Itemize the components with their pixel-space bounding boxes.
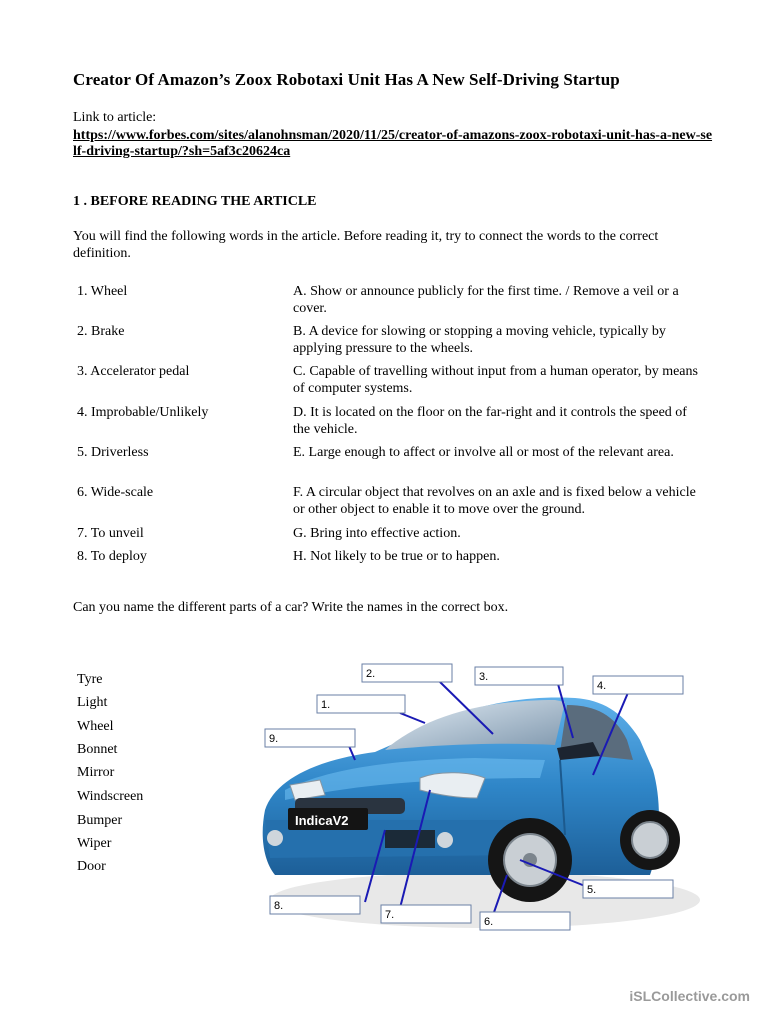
section-heading: 1 . BEFORE READING THE ARTICLE [73, 194, 317, 209]
label-1: 1. [321, 699, 331, 711]
label-box-3 [475, 667, 563, 685]
watermark: iSLCollective.com [629, 988, 750, 1004]
match-word: 4. Improbable/Unlikely [77, 405, 209, 420]
match-word: 3. Accelerator pedal [77, 364, 190, 379]
label-box-6 [480, 912, 570, 930]
car-diagram [255, 660, 700, 950]
part-word: Windscreen [77, 789, 144, 804]
match-word: 6. Wide-scale [77, 485, 154, 500]
match-word: 2. Brake [77, 324, 125, 339]
match-definition: B. A device for slowing or stopping a moving vehicle, typically by applying pressure to the wheels. [293, 324, 666, 356]
part-word: Wheel [77, 719, 114, 734]
part-word: Mirror [77, 765, 115, 780]
label-box-2 [362, 664, 452, 682]
match-word: 8. To deploy [77, 549, 147, 564]
part-word: Wiper [77, 836, 112, 851]
label-box-9 [265, 729, 355, 747]
match-word: 5. Driverless [77, 445, 149, 460]
label-3: 3. [479, 671, 489, 683]
label-box-8 [270, 896, 360, 914]
match-definition: D. It is located on the floor on the far-right and it controls the speed of the vehicle. [293, 405, 687, 437]
label-box-5 [583, 880, 673, 898]
match-word: 7. To unveil [77, 526, 144, 541]
match-definition: F. A circular object that revolves on an axle and is fixed below a vehicle or other object to enable it to move over the ground. [293, 485, 696, 517]
label-box-4 [593, 676, 683, 694]
label-7: 7. [385, 909, 395, 921]
match-definition: C. Capable of travelling without input from a human operator, by means of computer systems. [293, 364, 698, 396]
match-definition: G. Bring into effective action. [293, 526, 461, 541]
part-word: Bumper [77, 813, 123, 828]
label-2: 2. [366, 668, 376, 680]
part-word: Tyre [77, 672, 103, 687]
instructions: You will find the following words in the article. Before reading it, try to connect the words to the correct definition. [73, 229, 659, 261]
match-definition: H. Not likely to be true or to happen. [293, 549, 500, 564]
match-definition: E. Large enough to affect or involve all or most of the relevant area. [293, 445, 674, 460]
link-label: Link to article: [73, 110, 157, 125]
page-title: Creator Of Amazon’s Zoox Robotaxi Unit Has A New Self-Driving Startup [73, 70, 620, 89]
label-5: 5. [587, 884, 597, 896]
article-link[interactable]: https://www.forbes.com/sites/alanohnsman/2020/11/25/creator-of-amazons-zoox-robotaxi-unit-has-a-new-self-driving-startup/?sh=5af3c20624ca [73, 128, 713, 159]
car-parts-question: Can you name the different parts of a car? Write the names in the correct box. [73, 600, 509, 615]
plate-text: IndicaV2 [295, 813, 349, 828]
label-box-7 [381, 905, 471, 923]
windscreen [385, 700, 565, 750]
label-8: 8. [274, 900, 284, 912]
label-4: 4. [597, 680, 607, 692]
label-9: 9. [269, 733, 279, 745]
label-6: 6. [484, 916, 494, 928]
label-box-1 [317, 695, 405, 713]
match-word: 1. Wheel [77, 284, 128, 299]
part-word: Bonnet [77, 742, 118, 757]
match-definition: A. Show or announce publicly for the first time. / Remove a veil or a cover. [293, 284, 679, 316]
part-word: Door [77, 859, 106, 874]
part-word: Light [77, 695, 108, 710]
